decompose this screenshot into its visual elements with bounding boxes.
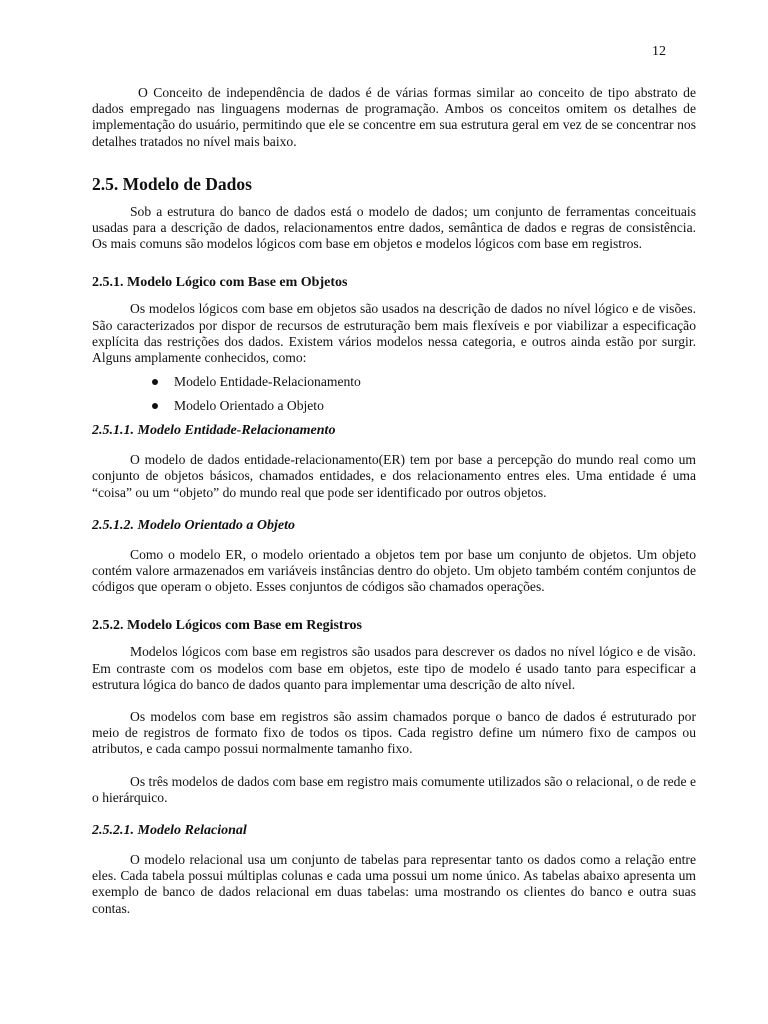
base-em-registros-paragraph-2: Os modelos com base em registros são assim chamados porque o banco de dados é estruturado por meio de registros de formato fixo de todos os tipos. Cada registro define um número fixo de campos ou atributos, e cada campo possui normalmente tamanho fixo. [92, 709, 696, 757]
list-item [152, 374, 696, 398]
section-heading-base-em-registros: 2.5.2. Modelo Lógicos com Base em Registros [92, 618, 362, 634]
section-heading-entidade-relacionamento: 2.5.1.1. Modelo Entidade-Relacionamento [92, 423, 336, 439]
section-heading-modelo-de-dados: 2.5. Modelo de Dados [92, 173, 252, 194]
section-heading-orientado-a-objeto: 2.5.1.2. Modelo Orientado a Objeto [92, 517, 295, 533]
list-item-label: Modelo Orientado a Objeto [174, 398, 324, 414]
document-body [92, 85, 696, 917]
entidade-relacionamento-paragraph: O modelo de dados entidade-relacionamento(ER) tem por base a percepção do mundo real como um conjunto de objetos básicos, chamados entidades, e dos relacionamento entres eles. Uma entidade é uma “coisa” ou um “objeto” do mundo real que pode ser identificado por outros objetos. [92, 452, 696, 500]
section-heading-base-em-objetos: 2.5.1. Modelo Lógico com Base em Objetos [92, 275, 348, 291]
base-em-registros-paragraph-3: Os três modelos de dados com base em registro mais comumente utilizados são o relacional, o de rede e o hierárquico. [92, 773, 696, 805]
bullet-icon [152, 403, 158, 409]
orientado-a-objeto-paragraph: Como o modelo ER, o modelo orientado a objetos tem por base um conjunto de objetos. Um objeto contém valore armazenados em variáveis instâncias dentro do objeto. Um objeto também contém conjuntos de códigos que operam o objeto. Esses conjuntos de códigos são chamados operações. [92, 546, 696, 595]
bullet-icon [152, 379, 158, 385]
base-em-registros-paragraph-1: Modelos lógicos com base em registros são usados para descrever os dados no nível lógico e de visão. Em contraste com os modelos com base em objetos, este tipo de modelo é usado tanto para especificar a estrutura lógica do banco de dados quanto para implementar uma descrição de alto nível. [92, 644, 696, 692]
base-em-objetos-paragraph: Os modelos lógicos com base em objetos são usados na descrição de dados no nível lógico e de visões. São caracterizados por dispor de recursos de estruturação bem mais flexíveis e por viabilizar a especificação explícita das restrições dos dados. Existem vários modelos nessa categoria, e outros ainda estão por surgir. Alguns amplamente conhecidos, como: [92, 301, 696, 366]
list-item-label: Modelo Entidade-Relacionamento [174, 374, 361, 390]
modelo-de-dados-paragraph: Sob a estrutura do banco de dados está o modelo de dados; um conjunto de ferramentas conceituais usadas para a descrição de dados, relacionamentos entre dados, semântica de dados e regras de consistência. Os mais comuns são modelos lógicos com base em objetos e modelos lógicos com base em registros. [92, 203, 696, 252]
intro-paragraph: O Conceito de independência de dados é de várias formas similar ao conceito de tipo abstrato de dados empregado nas linguagens modernas de programação. Ambos os conceitos omitem os detalhes de implementação do usuário, permitindo que ele se concentre em sua estrutura geral em vez de se concentrar nos detalhes tratados no nível mais baixo. [92, 85, 696, 149]
modelo-relacional-paragraph: O modelo relacional usa um conjunto de tabelas para representar tanto os dados como a relação entre eles. Cada tabela possui múltiplas colunas e cada uma possui um nome único. As tabelas abaixo apresenta um exemplo de banco de dados relacional em duas tabelas: uma mostrando os clientes do banco e outra suas contas. [92, 852, 696, 916]
list-item [152, 398, 696, 422]
page-number: 12 [652, 44, 666, 59]
section-heading-modelo-relacional: 2.5.2.1. Modelo Relacional [92, 823, 247, 839]
model-list [92, 374, 696, 422]
